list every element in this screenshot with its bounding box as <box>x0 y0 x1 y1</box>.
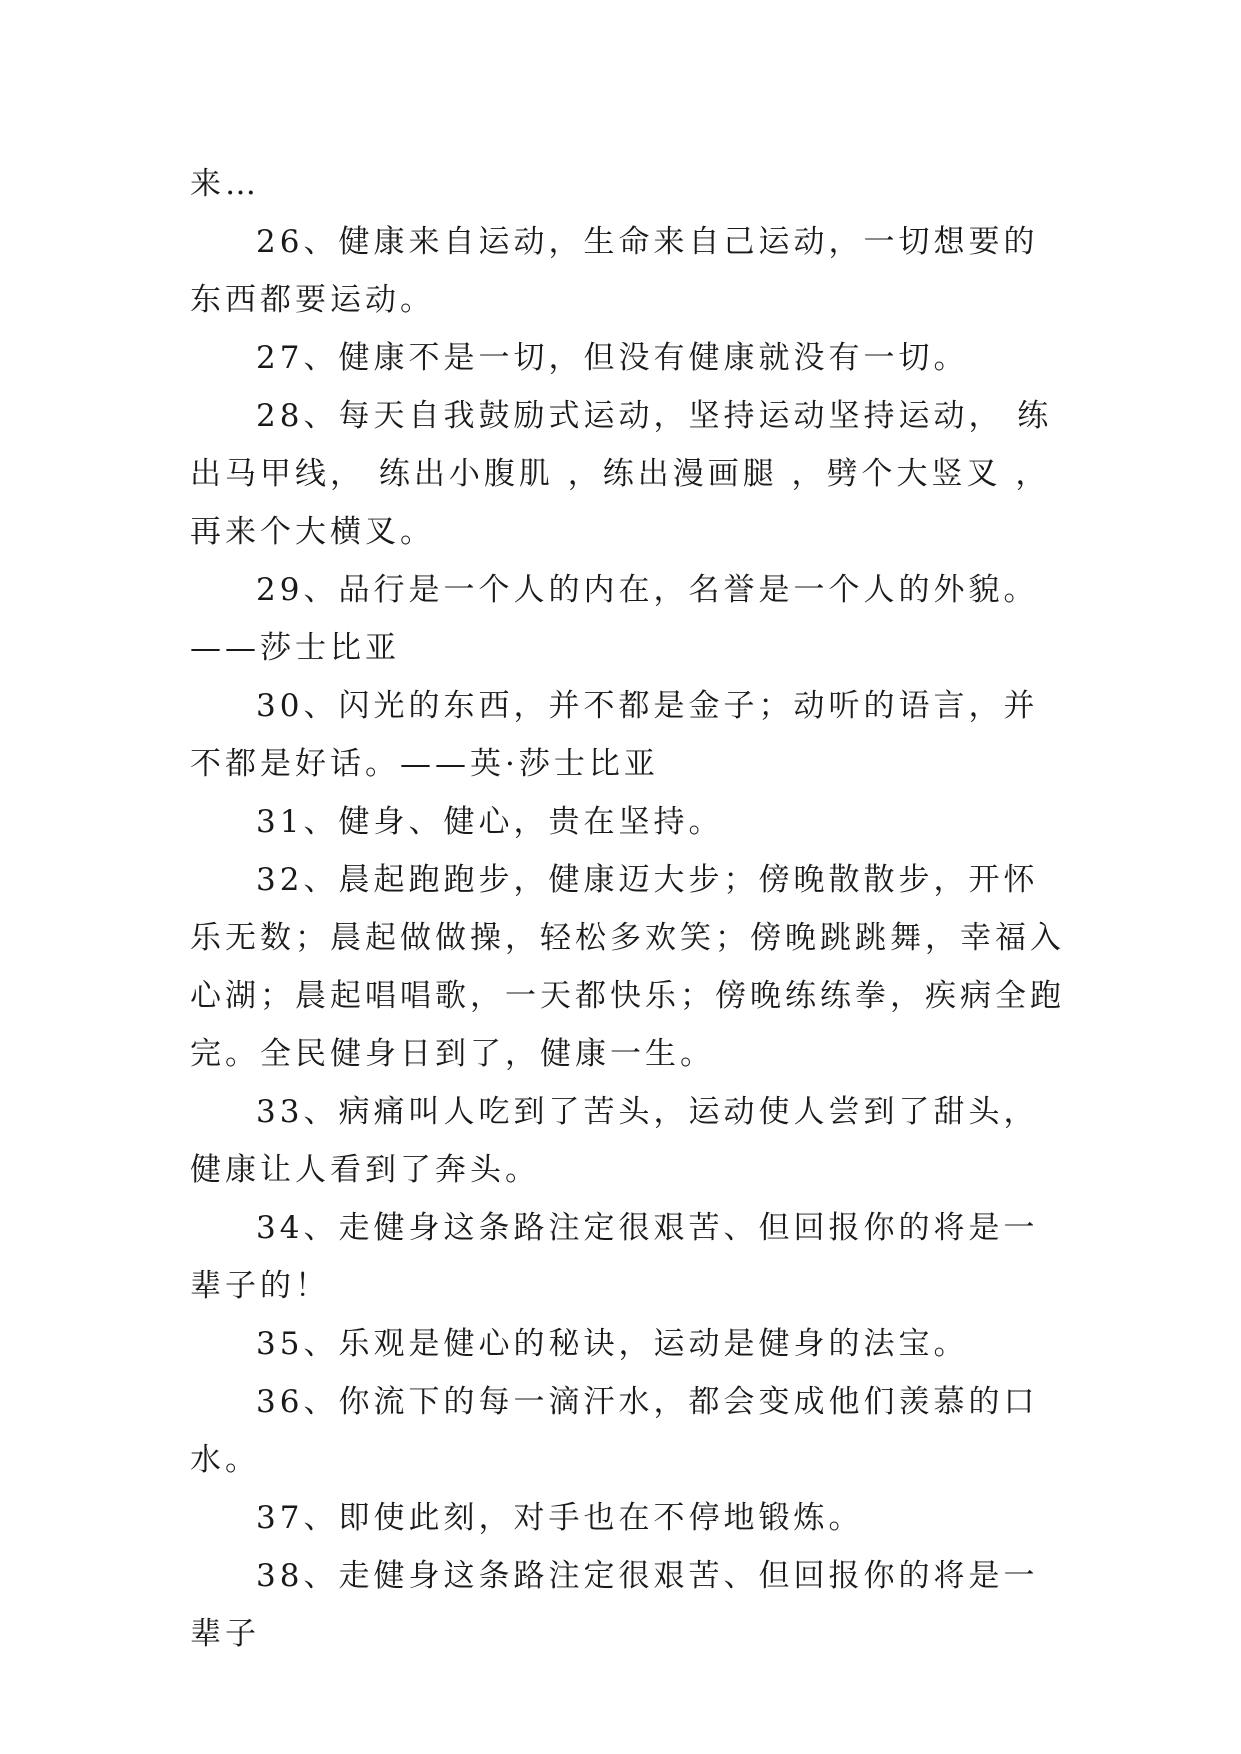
paragraph: 32、晨起跑跑步，健康迈大步；傍晚散散步，开怀乐无数；晨起做做操，轻松多欢笑；傍晚跳跳舞，幸福入心湖；晨起唱唱歌，一天都快乐；傍晚练练拳，疾病全跑完。全民健身日到了，健康一生。 <box>190 862 1065 1072</box>
paragraph: 33、病痛叫人吃到了苦头，运动使人尝到了甜头，健康让人看到了奔头。 <box>190 1094 1039 1188</box>
paragraph: 30、闪光的东西，并不都是金子；动听的语言，并不都是好话。——英·莎士比亚 <box>190 688 1039 782</box>
paragraph: 29、品行是一个人的内在，名誉是一个人的外貌。——莎士比亚 <box>190 572 1039 666</box>
paragraph: 34、走健身这条路注定很艰苦、但回报你的将是一辈子的！ <box>190 1210 1039 1304</box>
paragraph: 26、健康来自运动，生命来自己运动，一切想要的东西都要运动。 <box>190 224 1039 318</box>
paragraph: 36、你流下的每一滴汗水，都会变成他们羡慕的口水。 <box>190 1384 1039 1478</box>
paragraph: 38、走健身这条路注定很艰苦、但回报你的将是一辈子 <box>190 1558 1039 1652</box>
document-body <box>190 155 1070 1663</box>
paragraph: 28、每天自我鼓励式运动，坚持运动坚持运动， 练出马甲线， 练出小腹肌 ，练出漫画腿 ，劈个大竖叉 ， 再来个大横叉。 <box>190 398 1065 550</box>
paragraph: 27、健康不是一切，但没有健康就没有一切。 <box>256 340 969 376</box>
paragraph: 37、即使此刻，对手也在不停地锻炼。 <box>256 1500 864 1536</box>
paragraph: 31、健身、健心，贵在坚持。 <box>256 804 724 840</box>
paragraph: 来… <box>190 166 260 202</box>
paragraph: 35、乐观是健心的秘诀，运动是健身的法宝。 <box>256 1326 969 1362</box>
